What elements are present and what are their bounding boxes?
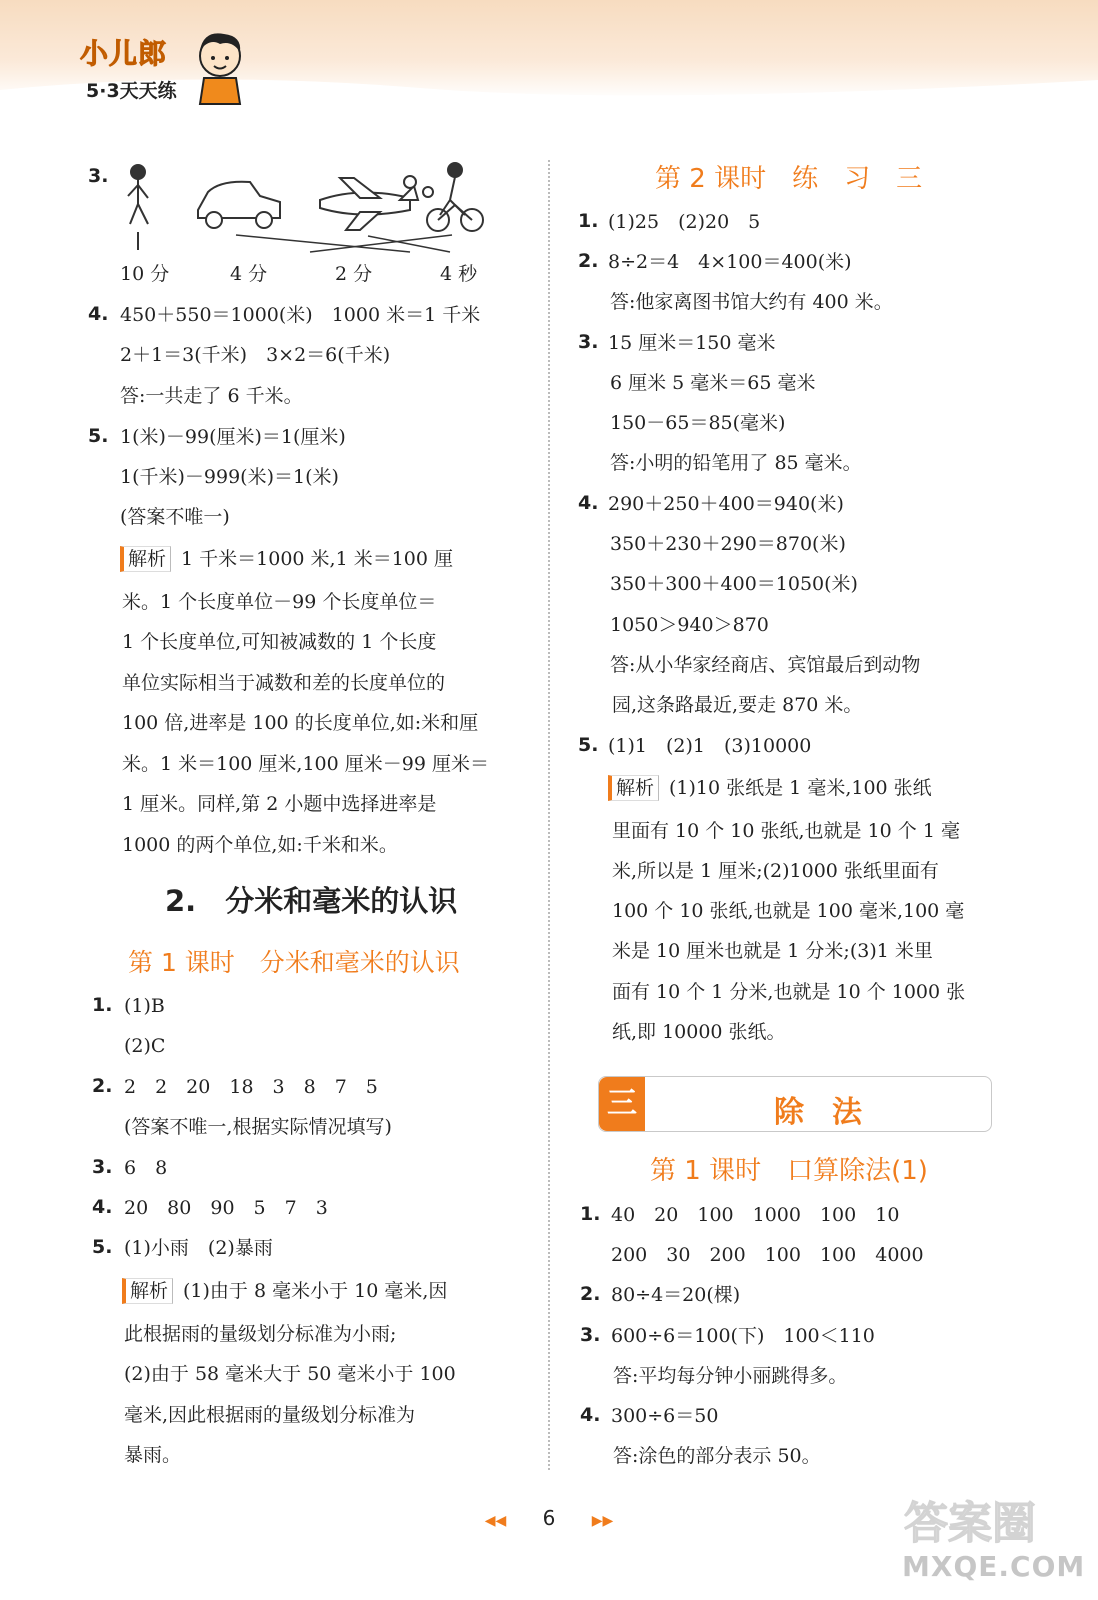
logo-title: 小儿郎 (80, 37, 168, 70)
q3-number: 3. (88, 165, 109, 187)
analysis-line: 米。1 米＝100 厘米,100 厘米－99 厘米＝ (122, 753, 489, 775)
item-line: 200 30 200 100 100 4000 (611, 1244, 924, 1266)
column-divider (548, 160, 550, 1470)
item-number: 3. (92, 1156, 113, 1178)
unit-number-badge: 三 (599, 1077, 645, 1131)
analysis-line: 里面有 10 个 10 张纸,也就是 10 个 1 毫 (612, 820, 960, 842)
item-number: 1. (580, 1203, 601, 1225)
item-number: 4. (578, 492, 599, 514)
item-line: 80÷4＝20(棵) (611, 1284, 741, 1306)
analysis-line: 解析 1 千米＝1000 米,1 米＝100 厘 (120, 546, 453, 572)
item-line: 6 8 (124, 1157, 168, 1179)
item-number: 4. (92, 1196, 113, 1218)
item-line: 150－65＝85(毫米) (610, 412, 786, 434)
analysis-line: 纸,即 10000 张纸。 (612, 1021, 786, 1043)
svg-text:答案圈: 答案圈 (904, 1498, 1036, 1549)
q4-line: 2＋1＝3(千米) 3×2＝6(千米) (120, 344, 391, 366)
walking-person-icon (128, 165, 148, 250)
item-line: 600÷6＝100(下) 100＜110 (611, 1325, 875, 1347)
lesson-title: 第 1 课时 口算除法(1) (650, 1156, 928, 1186)
analysis-line: 毫米,因此根据雨的量级划分标准为 (124, 1404, 416, 1426)
item-line: 20 80 90 5 7 3 (124, 1197, 328, 1219)
item-number: 2. (92, 1075, 113, 1097)
analysis-line: 解析 (1)由于 8 毫米小于 10 毫米,因 (122, 1278, 447, 1304)
q4-answer: 答:一共走了 6 千米。 (120, 385, 303, 407)
item-line: 答:涂色的部分表示 50。 (613, 1445, 821, 1467)
q5-line: 1(千米)－999(米)＝1(米) (120, 466, 339, 488)
item-line: 答:他家离图书馆大约有 400 米。 (610, 291, 893, 313)
analysis-line: 单位实际相当于减数和差的长度单位的 (122, 672, 446, 694)
analysis-line: 解析 (1)10 张纸是 1 毫米,100 张纸 (608, 775, 932, 801)
analysis-line: 米是 10 厘米也就是 1 分米;(3)1 米里 (612, 940, 933, 962)
q4-line: 450＋550＝1000(米) 1000 米＝1 千米 (120, 304, 481, 326)
q3-matching-figure (110, 160, 500, 255)
item-line: 答:从小华家经商店、宾馆最后到动物 (610, 654, 921, 676)
item-line: 答:平均每分钟小丽跳得多。 (613, 1365, 848, 1387)
item-line: (1)小雨 (2)暴雨 (124, 1237, 273, 1259)
q3-label-plane: 2 分 (335, 263, 373, 285)
analysis-line: 此根据雨的量级划分标准为小雨; (124, 1323, 397, 1345)
item-number: 1. (92, 994, 113, 1016)
analysis-line: 1 个长度单位,可知被减数的 1 个长度 (122, 631, 437, 653)
analysis-line: 米,所以是 1 厘米;(2)1000 张纸里面有 (612, 860, 939, 882)
q5-number: 5. (88, 425, 109, 447)
analysis-tag: 解析 (608, 775, 659, 801)
item-line: 350＋300＋400＝1050(米) (610, 573, 858, 595)
analysis-line: 100 倍,进率是 100 的长度单位,如:米和厘 (122, 712, 479, 734)
q5-note: (答案不唯一) (120, 506, 230, 528)
item-number: 4. (580, 1404, 601, 1426)
matching-lines (236, 235, 452, 252)
item-line: (1)1 (2)1 (3)10000 (608, 735, 812, 757)
item-line: 园,这条路最近,要走 870 米。 (612, 694, 863, 716)
car-icon (198, 182, 280, 228)
page-number: 6 (542, 1506, 556, 1530)
item-line: 2 2 20 18 3 8 7 5 (124, 1076, 378, 1098)
item-number: 2. (578, 250, 599, 272)
item-line: 15 厘米＝150 毫米 (608, 332, 776, 354)
item-line: 300÷6＝50 (611, 1405, 719, 1427)
item-line: 8÷2＝4 4×100＝400(米) (608, 251, 852, 273)
item-number: 1. (578, 210, 599, 232)
item-number: 3. (578, 331, 599, 353)
analysis-line: 米。1 个长度单位－99 个长度单位＝ (122, 591, 437, 613)
analysis-line: 100 个 10 张纸,也就是 100 毫米,100 毫 (612, 900, 965, 922)
unit-header (598, 1076, 992, 1132)
next-arrows-icon: ▶▶ (591, 1513, 614, 1529)
item-number: 5. (92, 1236, 113, 1258)
item-line: (1)B (124, 995, 165, 1017)
unit-title: 除法 (774, 1095, 890, 1130)
item-number: 3. (580, 1324, 601, 1346)
logo-subtitle: 5·3天天练 (86, 80, 177, 102)
analysis-line: 暴雨。 (124, 1444, 182, 1466)
watermark-text: MXQE.COM (902, 1550, 1086, 1583)
item-line: 40 20 100 1000 100 10 (611, 1204, 900, 1226)
item-line: 350＋230＋290＝870(米) (610, 533, 846, 555)
item-line: 6 厘米 5 毫米＝65 毫米 (610, 372, 816, 394)
item-number: 2. (580, 1283, 601, 1305)
analysis-line: 1000 的两个单位,如:千米和米。 (122, 834, 398, 856)
item-line: 290＋250＋400＝940(米) (608, 493, 844, 515)
item-line: (1)25 (2)20 5 (608, 211, 761, 233)
analysis-tag: 解析 (120, 546, 171, 572)
airplane-icon (320, 176, 433, 230)
q3-label-walk: 10 分 (120, 263, 170, 285)
q3-label-car: 4 分 (230, 263, 268, 285)
boy-mascot-icon (190, 28, 250, 106)
lesson-title: 第 2 课时 练 习 三 (655, 164, 923, 194)
analysis-line: 1 厘米。同样,第 2 小题中选择进率是 (122, 793, 437, 815)
q3-label-bike: 4 秒 (440, 263, 478, 285)
analysis-tag: 解析 (122, 1278, 173, 1304)
item-line: 1050＞940＞870 (610, 614, 769, 636)
cyclist-icon (427, 163, 483, 231)
item-line: (2)C (124, 1035, 166, 1057)
lesson-title: 第 1 课时 分米和毫米的认识 (128, 948, 460, 977)
section-title: 2. 分米和毫米的认识 (165, 884, 458, 918)
prev-arrows-icon: ◀◀ (484, 1513, 507, 1529)
item-line: (答案不唯一,根据实际情况填写) (124, 1116, 392, 1138)
q5-line: 1(米)－99(厘米)＝1(厘米) (120, 426, 346, 448)
analysis-line: (2)由于 58 毫米大于 50 毫米小于 100 (124, 1363, 456, 1385)
item-line: 答:小明的铅笔用了 85 毫米。 (610, 452, 862, 474)
analysis-line: 面有 10 个 1 分米,也就是 10 个 1000 张 (612, 981, 966, 1003)
item-number: 5. (578, 734, 599, 756)
q4-number: 4. (88, 303, 109, 325)
